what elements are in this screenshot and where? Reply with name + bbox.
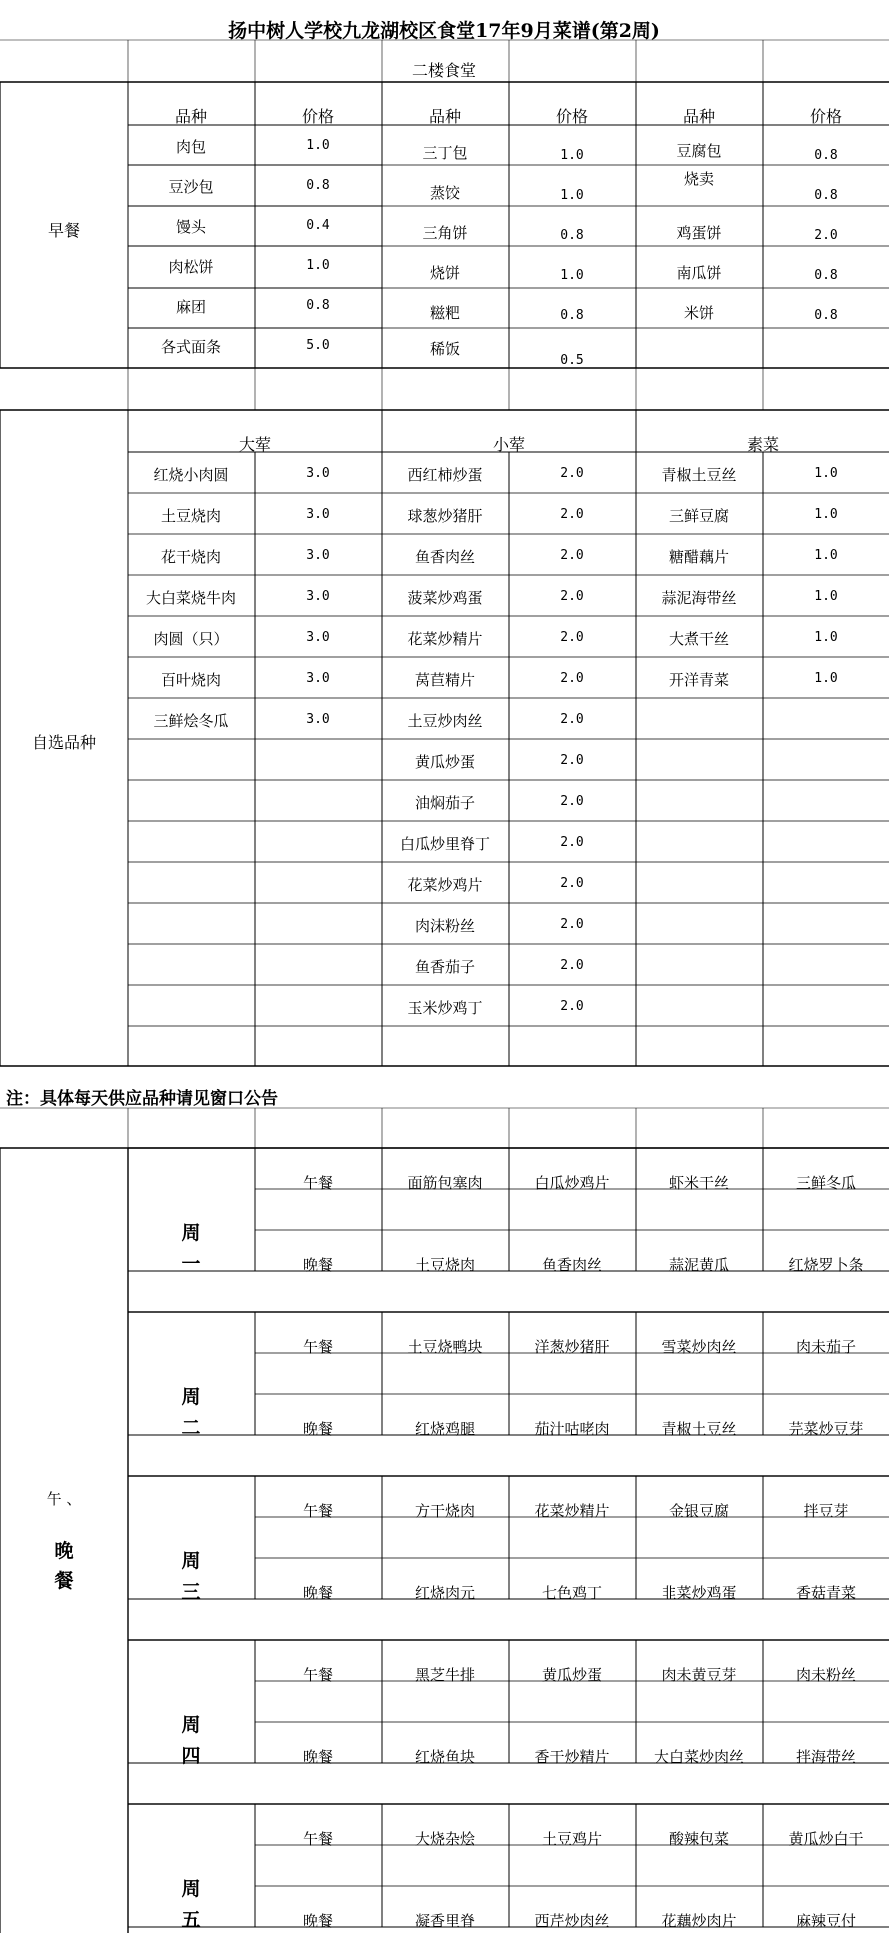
small-meat-item-price: 2.0 bbox=[560, 753, 584, 768]
small-meat-item-name: 鱼香茄子 bbox=[414, 958, 476, 976]
breakfast-item-price: 1.0 bbox=[560, 268, 584, 283]
breakfast-item-name: 鸡蛋饼 bbox=[676, 224, 722, 242]
day-label: 一 bbox=[181, 1253, 201, 1275]
col-header: 价格 bbox=[809, 107, 843, 126]
vegetable-item-name: 大煮干丝 bbox=[668, 630, 730, 648]
breakfast-item-name: 烧卖 bbox=[683, 170, 715, 188]
col-header: 价格 bbox=[555, 107, 589, 126]
lunch-dish: 酸辣包菜 bbox=[668, 1830, 730, 1848]
lunch-dish: 洋葱炒猪肝 bbox=[534, 1338, 610, 1356]
day-label: 二 bbox=[181, 1417, 201, 1439]
small-meat-item-name: 白瓜炒里脊丁 bbox=[399, 835, 491, 853]
optional-label: 自选品种 bbox=[31, 733, 97, 752]
breakfast-item-price: 0.8 bbox=[306, 298, 330, 313]
vegetable-item-price: 1.0 bbox=[814, 589, 838, 604]
vegetable-item-price: 1.0 bbox=[814, 507, 838, 522]
lunch-label: 午餐 bbox=[302, 1338, 334, 1356]
small-meat-item-name: 黄瓜炒蛋 bbox=[414, 753, 476, 771]
lunch-dish: 肉未粉丝 bbox=[795, 1666, 857, 1684]
breakfast-item-price: 1.0 bbox=[306, 258, 330, 273]
big-meat-item-name: 百叶烧肉 bbox=[160, 671, 222, 689]
big-meat-item-name: 土豆烧肉 bbox=[160, 507, 222, 525]
dinner-dish: 麻辣豆付 bbox=[795, 1912, 857, 1930]
breakfast-item-name: 豆沙包 bbox=[168, 178, 214, 196]
dinner-label: 晚餐 bbox=[302, 1256, 334, 1274]
lunch-dish: 虾米干丝 bbox=[668, 1174, 730, 1192]
lunch-dish: 面筋包塞肉 bbox=[407, 1174, 483, 1192]
small-meat-item-name: 土豆炒肉丝 bbox=[407, 712, 483, 730]
big-meat-item-price: 3.0 bbox=[306, 589, 330, 604]
lunch-dish: 肉未黄豆芽 bbox=[661, 1666, 737, 1684]
breakfast-item-price: 5.0 bbox=[306, 338, 330, 353]
dinner-dish: 蒜泥黄瓜 bbox=[668, 1256, 730, 1274]
breakfast-item-price: 1.0 bbox=[306, 138, 330, 153]
dinner-dish: 红烧鱼块 bbox=[414, 1748, 476, 1766]
small-meat-item-name: 球葱炒猪肝 bbox=[407, 507, 483, 525]
small-meat-item-name: 莴苣精片 bbox=[414, 671, 476, 689]
big-meat-item-name: 大白菜烧牛肉 bbox=[145, 589, 237, 607]
dinner-dish: 红烧罗卜条 bbox=[788, 1256, 864, 1274]
breakfast-item-name: 麻团 bbox=[175, 298, 207, 316]
small-meat-item-name: 玉米炒鸡丁 bbox=[407, 999, 483, 1017]
col-header: 品种 bbox=[174, 107, 208, 126]
day-label: 三 bbox=[181, 1581, 201, 1603]
big-meat-item-name: 花干烧肉 bbox=[160, 548, 222, 566]
col-header: 品种 bbox=[682, 107, 716, 126]
lunch-dish: 金银豆腐 bbox=[668, 1502, 730, 1520]
dinner-dish: 鱼香肉丝 bbox=[541, 1256, 603, 1274]
big-meat-item-price: 3.0 bbox=[306, 548, 330, 563]
breakfast-item-name: 稀饭 bbox=[429, 340, 461, 358]
breakfast-item-name: 肉松饼 bbox=[168, 258, 214, 276]
category-header: 素菜 bbox=[746, 435, 780, 454]
small-meat-item-price: 2.0 bbox=[560, 548, 584, 563]
small-meat-item-price: 2.0 bbox=[560, 999, 584, 1014]
breakfast-item-name: 烧饼 bbox=[429, 264, 461, 282]
small-meat-item-name: 鱼香肉丝 bbox=[414, 548, 476, 566]
small-meat-item-price: 2.0 bbox=[560, 917, 584, 932]
dinner-dish: 拌海带丝 bbox=[795, 1748, 857, 1766]
meal-section-label: 午 、 bbox=[46, 1490, 82, 1508]
lunch-dish: 拌豆芽 bbox=[803, 1502, 849, 1520]
breakfast-item-price: 0.4 bbox=[306, 218, 330, 233]
small-meat-item-name: 花菜炒精片 bbox=[407, 630, 483, 648]
breakfast-item-name: 三丁包 bbox=[422, 144, 468, 162]
breakfast-item-name: 南瓜饼 bbox=[676, 264, 722, 282]
vegetable-item-name: 青椒土豆丝 bbox=[661, 466, 737, 484]
dinner-dish: 土豆烧肉 bbox=[414, 1256, 476, 1274]
breakfast-label: 早餐 bbox=[47, 221, 81, 240]
small-meat-item-price: 2.0 bbox=[560, 835, 584, 850]
big-meat-item-name: 肉圆（只） bbox=[153, 630, 229, 648]
day-label: 周 bbox=[181, 1550, 201, 1572]
page-title: 扬中树人学校九龙湖校区食堂17年9月菜谱(第2周) bbox=[228, 20, 660, 42]
lunch-label: 午餐 bbox=[302, 1666, 334, 1684]
big-meat-item-name: 三鲜烩冬瓜 bbox=[153, 712, 229, 730]
canteen-name: 二楼食堂 bbox=[411, 61, 477, 80]
small-meat-item-name: 花菜炒鸡片 bbox=[407, 876, 483, 894]
lunch-label: 午餐 bbox=[302, 1174, 334, 1192]
dinner-label: 晚餐 bbox=[302, 1748, 334, 1766]
vegetable-item-name: 开洋青菜 bbox=[668, 671, 730, 689]
dinner-dish: 青椒土豆丝 bbox=[661, 1420, 737, 1438]
small-meat-item-name: 肉沫粉丝 bbox=[414, 917, 476, 935]
dinner-dish: 茄汁咕咾肉 bbox=[534, 1420, 610, 1438]
vegetable-item-name: 蒜泥海带丝 bbox=[661, 589, 737, 607]
breakfast-item-price: 0.8 bbox=[560, 308, 584, 323]
notice-text: 注：具体每天供应品种请见窗口公告 bbox=[6, 1089, 278, 1109]
day-label: 周 bbox=[181, 1878, 201, 1900]
big-meat-item-price: 3.0 bbox=[306, 630, 330, 645]
vegetable-item-price: 1.0 bbox=[814, 671, 838, 686]
small-meat-item-price: 2.0 bbox=[560, 589, 584, 604]
small-meat-item-price: 2.0 bbox=[560, 958, 584, 973]
big-meat-item-name: 红烧小肉圆 bbox=[153, 466, 229, 484]
breakfast-item-name: 米饼 bbox=[683, 304, 715, 322]
dinner-dish: 凝香里脊 bbox=[414, 1912, 476, 1930]
breakfast-item-name: 豆腐包 bbox=[676, 142, 722, 160]
breakfast-item-price: 2.0 bbox=[814, 228, 838, 243]
breakfast-item-price: 0.5 bbox=[560, 353, 584, 368]
small-meat-item-price: 2.0 bbox=[560, 466, 584, 481]
vegetable-item-name: 三鲜豆腐 bbox=[668, 507, 730, 525]
day-label: 周 bbox=[181, 1222, 201, 1244]
lunch-dish: 黄瓜炒蛋 bbox=[541, 1666, 603, 1684]
dinner-dish: 韭菜炒鸡蛋 bbox=[661, 1584, 737, 1602]
breakfast-item-name: 肉包 bbox=[175, 138, 207, 156]
dinner-dish: 香菇青菜 bbox=[795, 1584, 857, 1602]
meal-section-label: 晚 bbox=[54, 1540, 74, 1562]
breakfast-item-price: 0.8 bbox=[560, 228, 584, 243]
big-meat-item-price: 3.0 bbox=[306, 466, 330, 481]
dinner-dish: 红烧肉元 bbox=[414, 1584, 476, 1602]
col-header: 价格 bbox=[301, 107, 335, 126]
lunch-dish: 白瓜炒鸡片 bbox=[534, 1174, 610, 1192]
lunch-dish: 肉未茄子 bbox=[795, 1338, 857, 1356]
small-meat-item-price: 2.0 bbox=[560, 671, 584, 686]
lunch-dish: 土豆烧鸭块 bbox=[407, 1338, 483, 1356]
dinner-dish: 红烧鸡腿 bbox=[414, 1420, 476, 1438]
breakfast-item-price: 0.8 bbox=[814, 188, 838, 203]
breakfast-item-price: 0.8 bbox=[306, 178, 330, 193]
small-meat-item-price: 2.0 bbox=[560, 794, 584, 809]
meal-section-label: 餐 bbox=[54, 1570, 74, 1592]
breakfast-item-name: 糍粑 bbox=[429, 304, 461, 322]
lunch-label: 午餐 bbox=[302, 1830, 334, 1848]
breakfast-item-name: 蒸饺 bbox=[429, 184, 461, 202]
dinner-label: 晚餐 bbox=[302, 1912, 334, 1930]
small-meat-item-name: 油焖茄子 bbox=[414, 794, 476, 812]
breakfast-item-price: 0.8 bbox=[814, 268, 838, 283]
lunch-dish: 黑芝牛排 bbox=[414, 1666, 476, 1684]
lunch-dish: 大烧杂烩 bbox=[414, 1830, 476, 1848]
breakfast-item-name: 三角饼 bbox=[422, 224, 468, 242]
day-label: 周 bbox=[181, 1386, 201, 1408]
day-label: 五 bbox=[181, 1909, 201, 1931]
vegetable-item-name: 糖醋藕片 bbox=[668, 548, 730, 566]
lunch-dish: 三鲜冬瓜 bbox=[795, 1174, 857, 1192]
dinner-label: 晚餐 bbox=[302, 1584, 334, 1602]
lunch-dish: 方干烧肉 bbox=[414, 1502, 476, 1520]
dinner-label: 晚餐 bbox=[302, 1420, 334, 1438]
day-label: 周 bbox=[181, 1714, 201, 1736]
small-meat-item-price: 2.0 bbox=[560, 712, 584, 727]
big-meat-item-price: 3.0 bbox=[306, 671, 330, 686]
breakfast-item-name: 各式面条 bbox=[160, 338, 222, 356]
dinner-dish: 香干炒精片 bbox=[534, 1748, 610, 1766]
breakfast-item-price: 1.0 bbox=[560, 188, 584, 203]
lunch-dish: 黄瓜炒白干 bbox=[788, 1830, 864, 1848]
lunch-dish: 花菜炒精片 bbox=[534, 1502, 610, 1520]
dinner-dish: 西芹炒肉丝 bbox=[534, 1912, 610, 1930]
small-meat-item-name: 菠菜炒鸡蛋 bbox=[407, 589, 483, 607]
dinner-dish: 芫菜炒豆芽 bbox=[788, 1420, 864, 1438]
lunch-label: 午餐 bbox=[302, 1502, 334, 1520]
day-label: 四 bbox=[181, 1745, 201, 1767]
big-meat-item-price: 3.0 bbox=[306, 712, 330, 727]
lunch-dish: 土豆鸡片 bbox=[541, 1830, 603, 1848]
small-meat-item-price: 2.0 bbox=[560, 507, 584, 522]
col-header: 品种 bbox=[428, 107, 462, 126]
big-meat-item-price: 3.0 bbox=[306, 507, 330, 522]
small-meat-item-name: 西红柿炒蛋 bbox=[407, 466, 483, 484]
breakfast-item-price: 1.0 bbox=[560, 148, 584, 163]
vegetable-item-price: 1.0 bbox=[814, 630, 838, 645]
vegetable-item-price: 1.0 bbox=[814, 548, 838, 563]
category-header: 大荤 bbox=[238, 435, 272, 454]
dinner-dish: 七色鸡丁 bbox=[541, 1584, 603, 1602]
breakfast-item-price: 0.8 bbox=[814, 308, 838, 323]
dinner-dish: 花藕炒肉片 bbox=[661, 1912, 737, 1930]
breakfast-item-price: 0.8 bbox=[814, 148, 838, 163]
lunch-dish: 雪菜炒肉丝 bbox=[661, 1338, 737, 1356]
small-meat-item-price: 2.0 bbox=[560, 876, 584, 891]
small-meat-item-price: 2.0 bbox=[560, 630, 584, 645]
vegetable-item-price: 1.0 bbox=[814, 466, 838, 481]
category-header: 小荤 bbox=[492, 435, 526, 454]
dinner-dish: 大白菜炒肉丝 bbox=[653, 1748, 745, 1766]
breakfast-item-name: 馒头 bbox=[175, 218, 207, 236]
